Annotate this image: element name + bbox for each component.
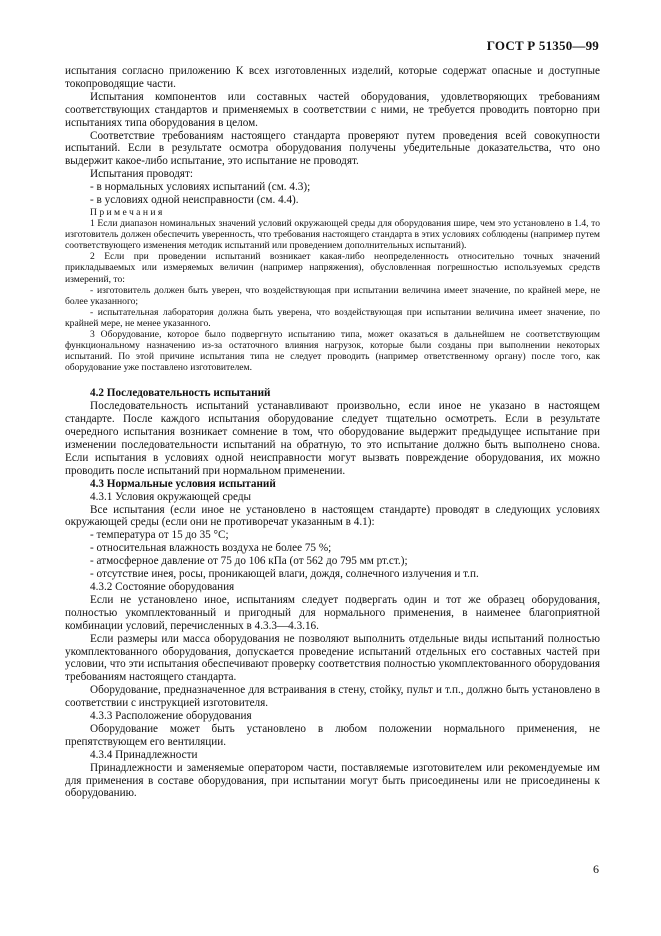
notes-block: [65, 207, 600, 373]
list-item: - температура от 15 до 35 °С;: [90, 529, 229, 542]
list-item: - в нормальных условиях испытаний (см. 4.3);: [90, 181, 311, 194]
paragraph: Если размеры или масса оборудования не позволяют выполнить отдельные виды испытаний полностью укомплектованного оборудования, допускается проведение испытаний отдельных его составных частей при условии, что эти испытания обеспечивают проверку соответствия полностью укомплектованного оборудования требованиям настоящего стандарта.: [65, 632, 600, 684]
paragraph: Испытания проводят:: [90, 168, 193, 181]
page-number: 6: [593, 862, 599, 876]
document-body: [65, 65, 600, 800]
note: 3 Оборудование, которое было подвергнуто испытанию типа, может оказаться в дальнейшем не соответствующим функциональному назначению из-за остаточного влияния нагрузок, которые были созданы при выполнении некоторых испытаний. По этой причине испытания типа не следует проводить (например ответственному органу) после того, как оборудование уже поставлено изготовителем.: [65, 329, 600, 374]
list-item: - атмосферное давление от 75 до 106 кПа (от 562 до 795 мм рт.ст.);: [90, 555, 408, 568]
subsection-heading: 4.3.4 Принадлежности: [90, 748, 198, 761]
section-gap: [65, 373, 600, 387]
paragraph: Все испытания (если иное не установлено в настоящем стандарте) проводят в следующих условиях окружающей среды (если они не противоречат указанным в 4.1):: [65, 503, 600, 529]
paragraph: Если не установлено иное, испытаниям следует подвергать один и тот же образец оборудования, полностью укомплектованный и пригодный для нормального применения, в наименее благоприятной комбинации условий, перечисленных в 4.3.3—4.3.16.: [65, 593, 600, 632]
note-list-item: - испытательная лаборатория должна быть уверена, что воздействующая при испытании величина имеет значение, по крайней мере, не менее указанного.: [65, 306, 600, 329]
subsection-heading: 4.3.2 Состояние оборудования: [90, 580, 235, 593]
paragraph: Оборудование, предназначенное для встраивания в стену, стойку, пульт и т.п., должно быть установлено в соответствии с инструкцией изготовителя.: [65, 684, 600, 710]
list-item: - относительная влажность воздуха не более 75 %;: [90, 542, 332, 555]
paragraph: испытания согласно приложению К всех изготовленных изделий, которые содержат опасные и доступные токопроводящие части.: [65, 65, 600, 90]
section-heading: 4.3 Нормальные условия испытаний: [90, 477, 276, 490]
list-item: - отсутствие инея, росы, проникающей влаги, дождя, солнечного излучения и т.п.: [90, 568, 479, 581]
subsection-heading: 4.3.3 Расположение оборудования: [90, 710, 252, 723]
paragraph: Испытания компонентов или составных частей оборудования, удовлетворяющих требованиям соответствующих стандартов и применяемых в соответствии с ними, не требуется проводить повторно при испытаниях типа оборудования в целом.: [65, 90, 600, 129]
notes-title: Примечания: [90, 206, 165, 218]
document-header: ГОСТ Р 51350—99: [486, 38, 599, 53]
note: 2 Если при проведении испытаний возникает какая-либо неопределенность относительно точных значений прикладываемых или измеряемых величин (например напряжения), обусловленная погрешностью используемых средств измерений, то:: [65, 251, 600, 285]
section-heading: 4.2 Последовательность испытаний: [90, 387, 271, 400]
subsection-heading: 4.3.1 Условия окружающей среды: [90, 490, 252, 503]
note-list-item: - изготовитель должен быть уверен, что воздействующая при испытании величина имеет значение, по крайней мере, не более указанного;: [65, 284, 600, 307]
paragraph: Соответствие требованиям настоящего стандарта проверяют путем проведения всей совокупности испытаний. Если в результате осмотра оборудования получены убедительные доказательства, что оно выдержит какое-либо испытание, это испытание не проводят.: [65, 129, 600, 168]
list-item: - в условиях одной неисправности (см. 4.4).: [90, 194, 299, 207]
paragraph: Принадлежности и заменяемые оператором части, поставляемые изготовителем или рекомендуемые им для применения в составе оборудования, при испытании могут быть присоединены или не присоединены к оборудованию.: [65, 761, 600, 800]
paragraph: Последовательность испытаний устанавливают произвольно, если иное не указано в настоящем стандарте. После каждого испытания оборудование следует тщательно осмотреть. Если в результате очередного испытания возникает сомнение в том, что оборудование выдержит предыдущее испытание при изменении последовательности испытаний на обратную, то это испытание должно быть выполнено снова. Если испытания в условиях одной неисправности могут вызвать повреждение оборудования, их можно проводить после испытаний при нормальном применении.: [65, 400, 600, 477]
paragraph: Оборудование может быть установлено в любом положении нормального применения, не препятствующем его вентиляции.: [65, 722, 600, 748]
note: 1 Если диапазон номинальных значений условий окружающей среды для оборудования шире, чем это установлено в 1.4, то изготовитель должен обеспечить уверенность, что требования настоящего стандарта в этих условиях соблюдены (например путем соответствующего изменения методик испытаний или проведением дополнительных испытаний).: [65, 218, 600, 252]
